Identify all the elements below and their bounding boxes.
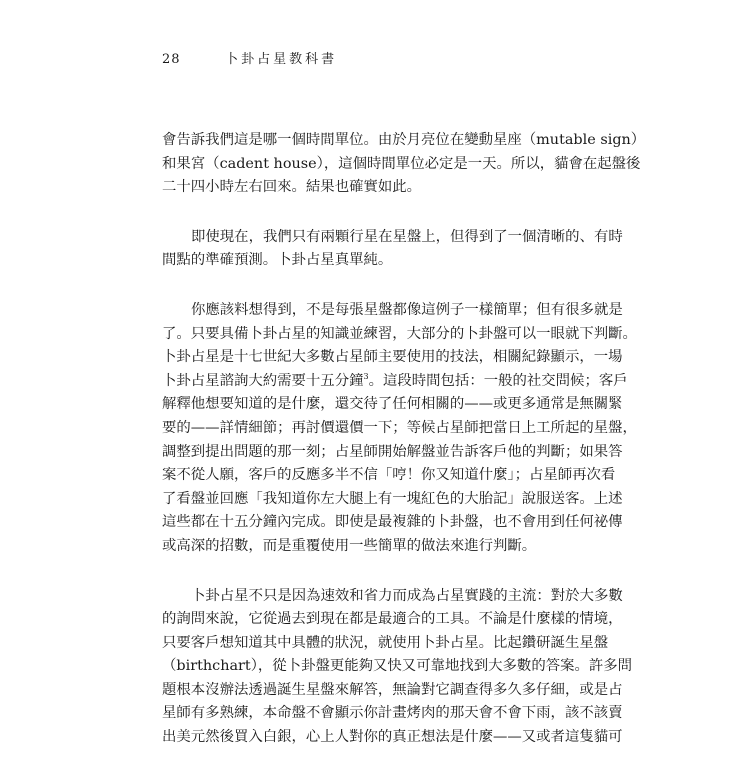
text-line: 案不從人願，客戶的反應多半不信「哼！你又知道什麼」；占星師再次看 <box>162 467 616 484</box>
running-header <box>162 48 337 67</box>
body-text <box>162 129 646 776</box>
text-line: 了看盤並回應「我知道你左大腿上有一塊紅色的大胎記」說服送客。上述 <box>162 490 623 507</box>
text-line: 會告訴我們這是哪一個時間單位。由於月亮位在變動星座（mutable sign） <box>162 132 646 148</box>
text-line: 要的——詳情細節；再討價還價一下；等候占星師把當日上工所起的星盤， <box>162 419 637 436</box>
text-segment: 。這段時間包括：一般的社交問候；客戶 <box>368 372 628 389</box>
paragraph-2 <box>162 226 623 273</box>
text-line: （birthchart），從卜卦盤更能夠又快又可靠地找到大多數的答案。許多問 <box>162 658 633 675</box>
text-line: 間點的準確預測。卜卦占星真單純。 <box>162 252 393 269</box>
book-title: 卜卦占星教科書 <box>225 52 338 67</box>
text-line: 題根本沒辦法透過誕生星盤來解答，無論對它調查得多久多仔細，或是占 <box>162 681 623 698</box>
footnote-marker: 3 <box>363 371 369 381</box>
text-segment: 卜卦占星諮詢大約需要十五分鐘 <box>162 372 364 389</box>
text-line: 只要客戶想知道其中具體的狀況，就使用卜卦占星。比起鑽研誕生星盤 <box>162 634 609 651</box>
text-line: 解釋他想要知道的是什麼，還交待了任何相關的——或更多通常是無關緊 <box>162 396 623 413</box>
text-line: 或高深的招數，而是重覆使用一些簡單的做法來進行判斷。 <box>162 537 537 554</box>
text-line: 卜卦占星是十七世紀大多數占星師主要使用的技法，相關紀錄顯示，一場 <box>162 349 623 366</box>
text-line: 卜卦占星不只是因為速效和省力而成為占星實踐的主流：對於大多數 <box>191 587 623 604</box>
text-line-with-footnote <box>162 370 628 394</box>
text-line: 星師有多熟練，本命盤不會顯示你計畫烤肉的那天會不會下雨，該不該賣 <box>162 705 623 722</box>
text-line: 和果宮（cadent house），這個時間單位必定是一天。所以，貓會在起盤後 <box>162 155 641 172</box>
text-line: 調整到提出問題的那一刻；占星師開始解盤並告訴客戶他的判斷；如果答 <box>162 443 623 460</box>
page-number: 28 <box>162 52 181 67</box>
paragraph-4 <box>162 585 633 750</box>
text-line: 二十四小時左右回來。結果也確實如此。 <box>162 179 422 196</box>
text-line: 即使現在，我們只有兩顆行星在星盤上，但得到了一個清晰的、有時 <box>191 228 623 245</box>
text-line: 的詢問來說，它從過去到現在都是最適合的工具。不論是什麼樣的情境， <box>162 611 623 628</box>
text-line: 這些都在十五分鐘內完成。即使是最複雜的卜卦盤，也不會用到任何祕傳 <box>162 514 623 531</box>
text-line: 出美元然後買入白銀，心上人對你的真正想法是什麼——又或者這隻貓可 <box>162 729 623 746</box>
paragraph-3 <box>162 299 637 559</box>
paragraph-1 <box>162 129 646 200</box>
text-line: 了。只要具備卜卦占星的知識並練習，大部分的卜卦盤可以一眼就下判斷。 <box>162 325 637 342</box>
text-line: 你應該料想得到，不是每張星盤都像這例子一樣簡單；但有很多就是 <box>191 301 623 318</box>
